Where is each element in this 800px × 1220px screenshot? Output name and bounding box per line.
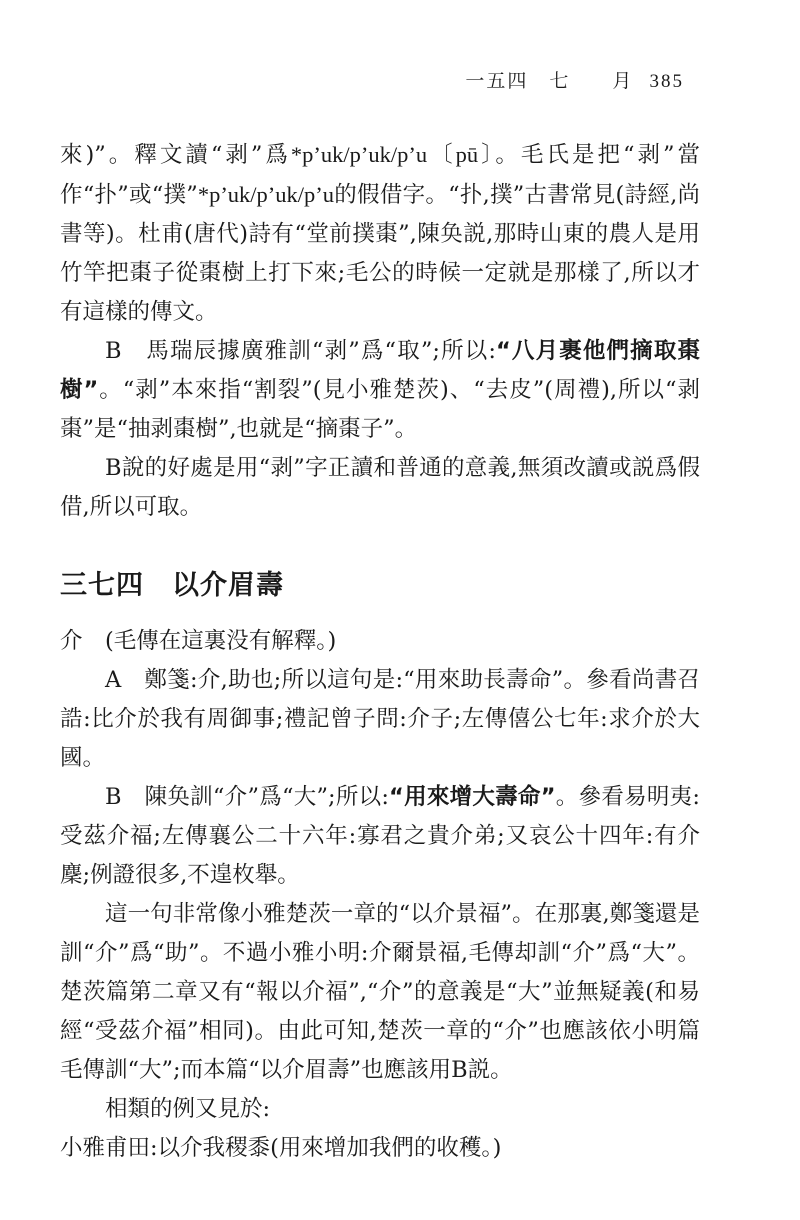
section-commentary: [60, 622, 700, 1168]
paragraph-example: 小雅甫田:以介我稷黍(用來增加我們的收穫。): [60, 1135, 502, 1161]
text-run: 。“剥”本來指“割裂”(見小雅楚茨)、“去皮”(周禮),所以“剥棗”是“抽剥棗樹”,也就是“摘棗子”。: [60, 377, 700, 442]
emphasized-translation: “八月裹他們摘取棗樹”: [60, 338, 700, 403]
paragraph-option-b: [60, 332, 700, 449]
text-run: 來)”。釋文讀“剥”爲: [60, 142, 291, 168]
paragraph-discussion: 這一句非常像小雅楚茨一章的“以介景福”。在那裏,鄭箋還是訓“介”爲“助”。不過小雅小明:介爾景福,毛傳却訓“介”爲“大”。楚茨篇第二章又有“報以介福”,“介”的意義是“大”並無疑義(和易經“受茲介福”相同)。由此可知,楚茨一章的“介”也應該依小明篇毛傳訓“大”;而本篇“以介眉壽”也應該用B説。: [60, 901, 700, 1083]
paragraph-maoshi: [60, 135, 700, 332]
running-title: 一五四 七 月: [465, 70, 634, 92]
section-heading: 三七四 以介眉壽: [60, 570, 284, 601]
text-run: B 馬瑞辰據廣雅訓“剥”爲“取”;所以:: [105, 338, 496, 364]
continued-commentary: [60, 135, 700, 527]
paragraph-conclusion: B說的好處是用“剥”字正讀和普通的意義,無須改讀或説爲假借,所以可取。: [60, 455, 700, 520]
phonetic-reading: *p’uk/p’uk/p’u〔pū〕: [290, 142, 496, 167]
running-header: [465, 66, 684, 93]
phonetic-reading: *p’uk/p’uk/p’u: [197, 182, 335, 207]
emphasized-translation: “用來增大壽命”: [389, 784, 556, 810]
page-number: 385: [649, 71, 684, 92]
text-run: B 陳奂訓“介”爲“大”;所以:: [105, 784, 390, 810]
text-run: 的假借字。“扑,撲”古書常見(詩經,尚書等)。杜甫(唐代)詩有“堂前撲棗”,陳奂説,那時山東的農人是用竹竿把棗子從棗樹上打下來;毛公的時候一定就是那樣了,所以才有這樣的傳文。: [60, 182, 700, 325]
text-run: 。毛氏是把“剥”當作“扑”或“撲”: [60, 142, 701, 208]
paragraph-similar-examples: 相類的例又見於:: [105, 1096, 271, 1122]
text-run: 。參看易明夷:受茲介福;左傳襄公二十六年:寡君之貴介弟;又哀公十四年:有介麇;例證很多,不遑枚舉。: [60, 784, 700, 888]
paragraph-option-a: A 鄭箋:介,助也;所以這句是:“用來助長壽命”。參看尚書召誥:比介於我有周御事;禮記曾子問:介子;左傳僖公七年:求介於大國。: [60, 667, 700, 771]
paragraph-gloss: 介 (毛傳在這裏没有解釋。): [60, 628, 337, 654]
paragraph-option-b: [60, 778, 700, 895]
